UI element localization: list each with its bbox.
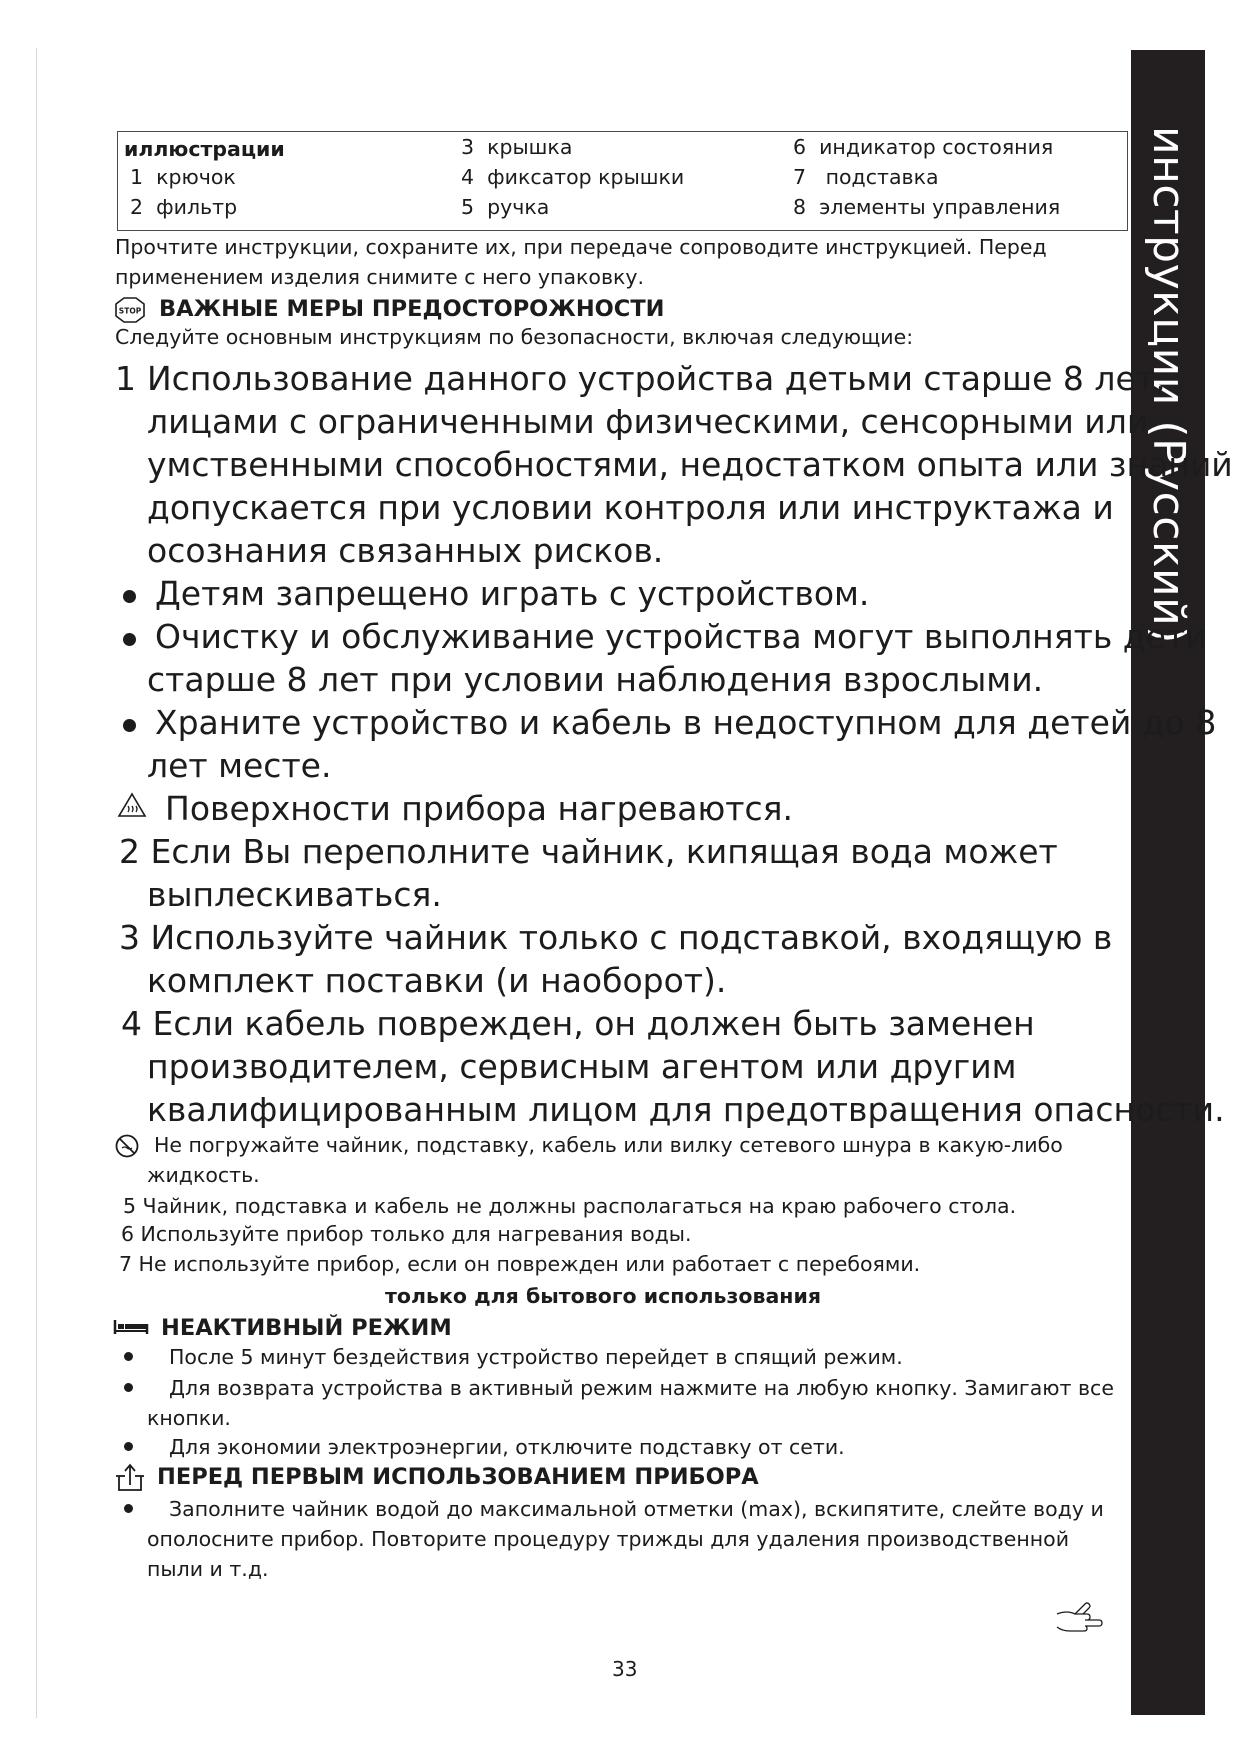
- household-note: только для бытового использования: [385, 1284, 821, 1308]
- bullet-text: Храните устройство и кабель в недоступном для детей до 8: [155, 703, 1217, 742]
- bed-icon: [113, 1318, 149, 1336]
- page-number: 33: [612, 1657, 638, 1681]
- bullet-text: Детям запрещено играть с устройством.: [155, 574, 870, 613]
- item6-text: 6 Используйте прибор только для нагревания воды.: [121, 1222, 692, 1246]
- bullet-dot: [124, 1383, 133, 1392]
- sleep-bullet-text: Для возврата устройства в активный режим нажмите на любую кнопку. Замигают все: [169, 1376, 1114, 1400]
- first-use-text: пыли и т.д.: [147, 1557, 269, 1581]
- legend-item: 3 крышка: [461, 135, 573, 159]
- item1-text: осознания связанных рисков.: [147, 531, 664, 570]
- bullet-dot: [124, 1504, 133, 1513]
- item1-text: Использование данного устройства детьми старше 8 лет,: [147, 359, 1166, 398]
- hot-surface-text: Поверхности прибора нагреваются.: [165, 789, 794, 828]
- legend-item: 6 индикатор состояния: [793, 135, 1054, 159]
- bullet-dot: [124, 1352, 133, 1361]
- legend-title: иллюстрации: [124, 137, 285, 161]
- page-margin-line: [36, 48, 37, 1718]
- legend-item: 4 фиксатор крышки: [461, 165, 685, 189]
- legend-item: 8 элементы управления: [793, 195, 1061, 219]
- item3-text: 3 Используйте чайник только с подставкой, входящую в: [119, 918, 1113, 957]
- illustration-legend: [117, 131, 1128, 231]
- item5-text: 5 Чайник, подставка и кабель не должны располагаться на краю рабочего стола.: [123, 1194, 1017, 1218]
- safety-subheading: Следуйте основным инструкциям по безопасности, включая следующие:: [115, 325, 914, 349]
- legend-item: 7 подставка: [793, 165, 939, 189]
- svg-text:STOP: STOP: [118, 306, 142, 316]
- stop-sign-icon: [115, 297, 145, 323]
- no-immerse-text: жидкость.: [147, 1163, 260, 1187]
- intro-text: Прочтите инструкции, сохраните их, при передаче сопроводите инструкцией. Перед: [115, 235, 1047, 259]
- first-use-heading: ПЕРЕД ПЕРВЫМ ИСПОЛЬЗОВАНИЕМ ПРИБОРА: [157, 1464, 759, 1490]
- hot-surface-warning-icon: [117, 792, 147, 818]
- bullet-dot: [124, 1442, 133, 1451]
- pointing-hand-icon: [1055, 1592, 1107, 1634]
- item4-text: квалифицированным лицом для предотвращения опасности.: [147, 1090, 1225, 1129]
- item1-text: лицами с ограниченными физическими, сенсорными или: [147, 402, 1149, 441]
- item2-text: 2 Если Вы переполните чайник, кипящая вода может: [119, 832, 1058, 871]
- first-use-text: ополосните прибор. Повторите процедуру трижды для удаления производственной: [147, 1527, 1070, 1551]
- legend-item: 2 фильтр: [130, 195, 238, 219]
- item1-text: допускается при условии контроля или инструктажа и: [147, 488, 1114, 527]
- first-use-text: Заполните чайник водой до максимальной отметки (max), вскипятите, слейте воду и: [169, 1497, 1104, 1521]
- item4-text: производителем, сервисным агентом или другим: [147, 1047, 1017, 1086]
- bullet-dot: [123, 633, 136, 646]
- sleep-bullet-text: После 5 минут бездействия устройство перейдет в спящий режим.: [169, 1345, 903, 1369]
- item4-text: 4 Если кабель поврежден, он должен быть заменен: [121, 1004, 1035, 1043]
- bullet-text: лет месте.: [147, 746, 332, 785]
- sleep-bullet-text: кнопки.: [147, 1406, 231, 1430]
- bullet-dot: [123, 590, 136, 603]
- unpack-box-icon: [115, 1462, 145, 1492]
- bullet-text: Очистку и обслуживание устройства могут выполнять дети: [155, 617, 1207, 656]
- legend-item: 5 ручка: [461, 195, 550, 219]
- no-immerse-text: Не погружайте чайник, подставку, кабель или вилку сетевого шнура в какую-либо: [154, 1133, 1063, 1157]
- item2-text: выплескиваться.: [147, 875, 442, 914]
- item-number: 1: [115, 359, 136, 398]
- legend-item: 1 крючок: [130, 165, 236, 189]
- safety-heading: ВАЖНЫЕ МЕРЫ ПРЕДОСТОРОЖНОСТИ: [159, 296, 665, 322]
- sleep-bullet-text: Для экономии электроэнергии, отключите подставку от сети.: [169, 1435, 845, 1459]
- do-not-immerse-icon: [115, 1134, 139, 1158]
- sleep-heading: НЕАКТИВНЫЙ РЕЖИМ: [161, 1315, 452, 1341]
- bullet-dot: [123, 719, 136, 732]
- intro-text: применением изделия снимите с него упаковку.: [115, 265, 645, 289]
- item7-text: 7 Не используйте прибор, если он поврежден или работает с перебоями.: [119, 1252, 921, 1276]
- item3-text: комплект поставки (и наоборот).: [147, 961, 727, 1000]
- bullet-text: старше 8 лет при условии наблюдения взрослыми.: [147, 660, 1044, 699]
- item1-text: умственными способностями, недостатком опыта или знаний: [147, 445, 1233, 484]
- sidebar-title: инструкции (Русский): [1143, 126, 1194, 644]
